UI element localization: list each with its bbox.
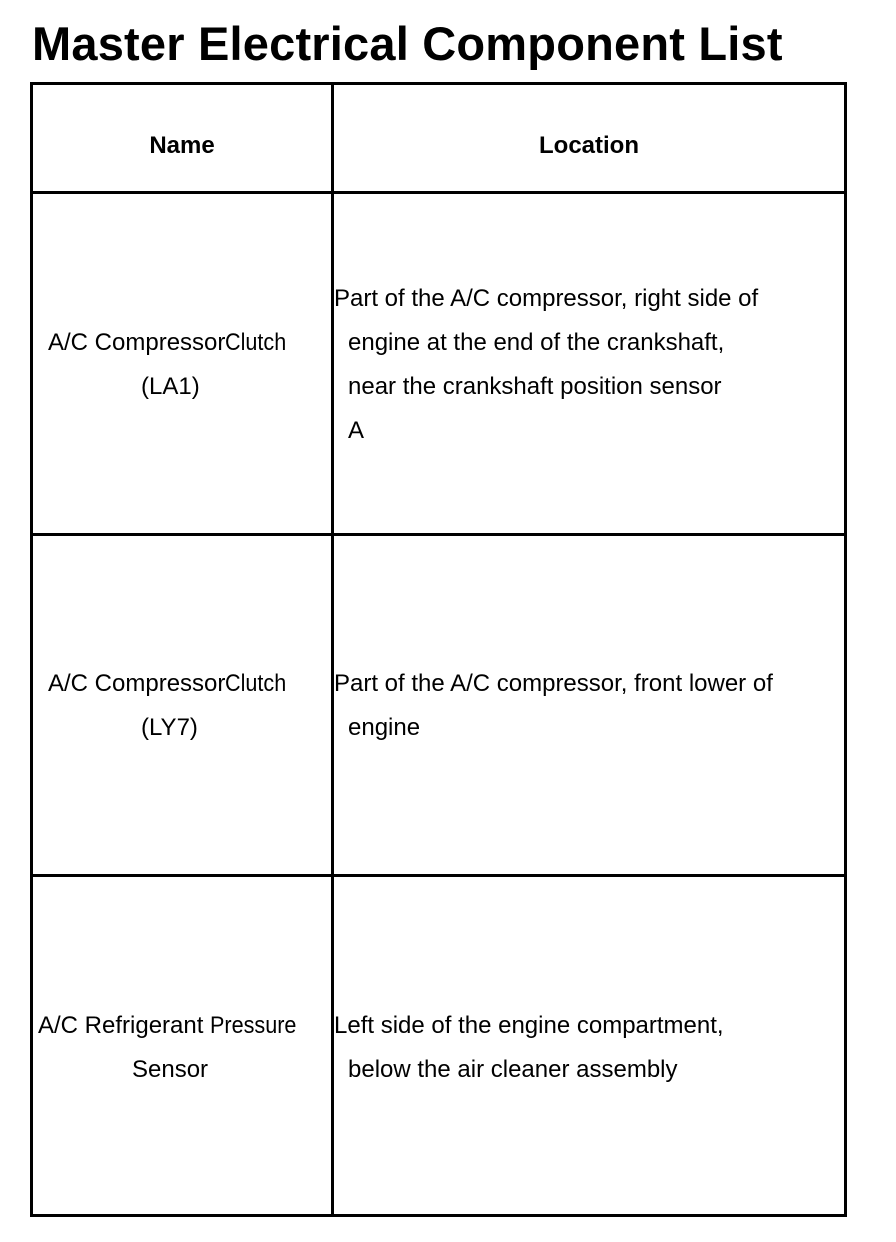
location-cell <box>334 536 844 874</box>
name-text <box>48 669 293 699</box>
location-text: Part of the A/C compressor, right side of <box>334 285 759 312</box>
table-row <box>33 194 844 533</box>
name-cell <box>33 877 331 1217</box>
name-part: Pressure <box>210 1012 297 1039</box>
location-text: engine at the end of the crankshaft, <box>348 329 725 356</box>
component-table <box>30 82 847 1217</box>
header-name: Name <box>149 132 215 159</box>
name-code: (LY7) <box>141 714 198 741</box>
header-location: Location <box>539 132 639 159</box>
location-text: Left side of the engine compartment, <box>334 1012 724 1039</box>
name-text: Sensor <box>132 1056 209 1083</box>
name-code: (LA1) <box>141 373 200 400</box>
location-text: A <box>348 417 365 444</box>
location-text: engine <box>348 714 421 741</box>
table-row <box>33 877 844 1217</box>
location-text: Part of the A/C compressor, front lower of <box>334 670 773 697</box>
name-part: A/C Refrigerant <box>38 1012 211 1039</box>
location-text: below the air cleaner assembly <box>348 1056 678 1083</box>
location-cell <box>334 194 844 533</box>
name-part: A/C Compressor <box>48 670 226 697</box>
name-part: Clutch <box>225 329 287 356</box>
table-row <box>33 536 844 874</box>
name-part: A/C Compressor <box>48 329 226 356</box>
name-part: Clutch <box>225 670 287 697</box>
name-cell <box>33 194 331 533</box>
name-cell <box>33 536 331 874</box>
name-text <box>48 328 293 358</box>
page-title: Master Electrical Component List <box>32 17 783 70</box>
location-text: near the crankshaft position sensor <box>348 373 722 400</box>
location-cell <box>334 877 844 1217</box>
name-text <box>38 1011 306 1041</box>
